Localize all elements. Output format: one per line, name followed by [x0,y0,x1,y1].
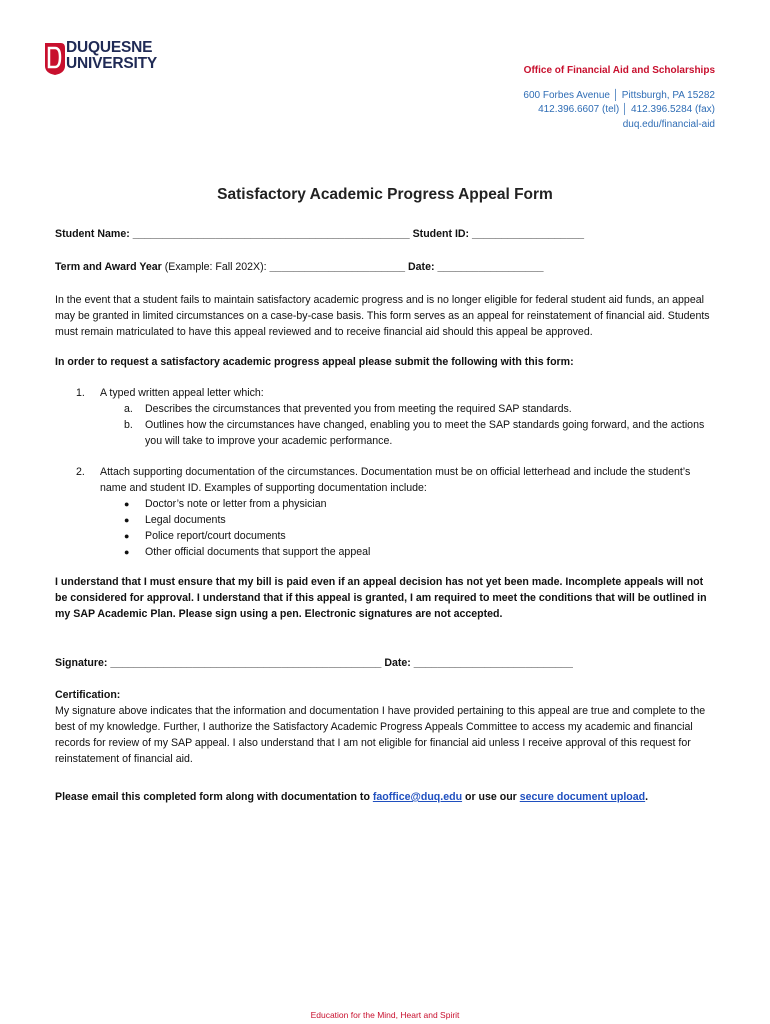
bullet-text: Doctor’s note or letter from a physician [145,498,327,510]
bullet-icon: ● [124,547,130,557]
requirement-1b [100,417,718,449]
intro-paragraph: In the event that a student fails to maintain satisfactory academic progress and is no longer eligible for federal student aid funds, an appeal may be granted in limited circumstances on a case-by-case basis. This form serves as an appeal for reinstatement of financial aid. Students must remain matriculated to have this appeal reviewed and to receive financial aid should this appeal be approved. [55,294,710,338]
bullet-icon: ● [124,515,130,525]
bullet-text: Police report/court documents [145,530,286,542]
list-item [100,512,718,528]
understanding-statement: I understand that I must ensure that my bill is paid even if an appeal decision has not yet been made. Incomplete appeals will not be considered for approval. I understand that if this appeal is granted, I am required to meet the conditions that will be outlined in my SAP Academic Plan. Please sign using a pen. Electronic signatures are not accepted. [55,576,707,620]
bullet-icon: ● [124,499,130,509]
certification-heading: Certification: [55,689,121,701]
requirement-1-text: A typed written appeal letter which: [100,387,264,399]
logo-line2: UNIVERSITY [66,55,158,72]
certification-text: My signature above indicates that the information and documentation I have provided pertaining to this appeal are true and complete to the best of my knowledge. Further, I authorize the Satisfactory Academic Progress Appeals Committee to access my academic and financial records for review of my SAP appeal. I also understand that I am not eligible for financial aid unless I receive approval of this request for reinstatement of financial aid. [55,705,706,765]
website: duq.edu/financial-aid [622,118,715,130]
requirement-1a-text: Describes the circumstances that prevented you from meeting the required SAP standards. [145,403,572,415]
list-item [100,496,718,512]
request-heading: In order to request a satisfactory academic progress appeal please submit the following with this form: [55,356,574,368]
footer-tagline: Education for the Mind, Heart and Spirit [310,1010,460,1020]
bullet-text: Other official documents that support the appeal [145,546,371,558]
requirements-list [55,385,718,560]
signature-date-label: Date: [384,657,411,669]
email-instruction [55,789,718,805]
requirement-1a [100,401,718,417]
term-example: (Example: Fall 202X): [161,261,267,273]
student-name-line [55,226,718,242]
signature-field[interactable]: ______________________________________________ [107,657,382,669]
requirement-2-number: 2. [76,466,85,478]
form-title: Satisfactory Academic Progress Appeal Form [217,186,553,203]
address: 600 Forbes Avenue │ Pittsburgh, PA 15282 [523,89,715,101]
contact-block [523,64,715,132]
requirement-2 [55,464,718,560]
requirement-1 [55,385,718,449]
term-date-field[interactable]: __________________ [434,261,544,273]
documentation-bullets [100,496,718,560]
requirement-1b-letter: b. [124,419,133,431]
student-id-label: Student ID: [412,228,470,240]
term-line [55,259,718,275]
list-item [100,528,718,544]
student-id-field[interactable]: ___________________ [472,228,584,240]
bullet-text: Legal documents [145,514,226,526]
term-date-label: Date: [408,261,435,273]
upload-link[interactable]: secure document upload [519,791,646,803]
student-name-label: Student Name: [55,228,130,240]
email-suffix: . [645,791,649,803]
office-name: Office of Financial Aid and Scholarships [523,65,715,76]
list-item [100,544,718,560]
bullet-icon: ● [124,531,130,541]
signature-label: Signature: [55,657,108,669]
phone-fax: 412.396.6607 (tel) │ 412.396.5284 (fax) [538,104,715,115]
email-middle: or use our [462,791,520,803]
requirement-1-number: 1. [76,387,85,399]
duquesne-logo [44,40,184,76]
term-label: Term and Award Year [55,261,162,273]
requirement-2-text: Attach supporting documentation of the circumstances. Documentation must be on official letterhead and include the student’s name and student ID. Examples of supporting documentation include: [100,466,691,494]
term-field[interactable]: _______________________ [266,261,406,273]
logo-wordmark [66,40,157,72]
email-link[interactable]: faoffice@duq.edu [372,791,463,803]
form-body [55,226,718,805]
requirement-1b-text: Outlines how the circumstances have changed, enabling you to meet the SAP standards going forward, and the actions you will take to improve your academic performance. [145,419,705,447]
requirement-1a-letter: a. [124,403,133,415]
signature-line [55,655,718,671]
signature-date-field[interactable]: ___________________________ [410,657,573,669]
requirement-1-sublist [100,401,718,449]
email-prefix: Please email this completed form along with documentation to [55,791,373,803]
student-name-field[interactable]: _______________________________________________ [132,228,410,240]
logo-line1: DUQUESNE [66,39,153,56]
